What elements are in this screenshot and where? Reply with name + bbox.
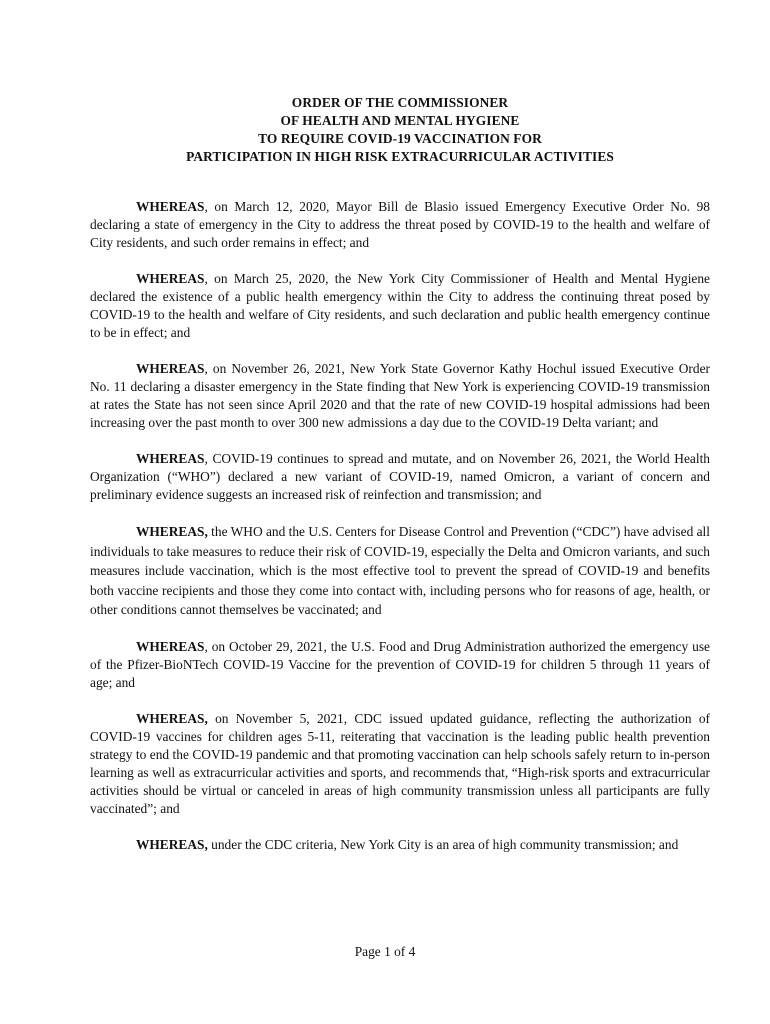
whereas-paragraph-4 [90, 450, 710, 504]
paragraph-text: , on November 26, 2021, New York State Governor Kathy Hochul issued Executive Order No. 11 declaring a disaster emergency in the State finding that New York is experiencing COVID-19 transmission at rates the State has not seen since April 2020 and that the rate of new COVID-19 hospital admissions had been increasing over the past month to over 300 new admissions a day due to the COVID-19 Delta variant; and [90, 361, 710, 430]
whereas-lead: WHEREAS [136, 199, 205, 214]
title-line-4: PARTICIPATION IN HIGH RISK EXTRACURRICULAR ACTIVITIES [186, 149, 614, 164]
title-line-3: TO REQUIRE COVID-19 VACCINATION FOR [258, 131, 542, 146]
whereas-lead: WHEREAS, [136, 524, 208, 539]
whereas-paragraph-8 [90, 836, 710, 854]
paragraph-text: , on March 25, 2020, the New York City Commissioner of Health and Mental Hygiene declared the existence of a public health emergency within the City to address the continuing threat posed by COVID-19 to the health and welfare of City residents, and such declaration and public health emergency continue to be in effect; and [90, 271, 710, 340]
paragraph-text: , COVID-19 continues to spread and mutate, and on November 26, 2021, the World Health Organization (“WHO”) declared a new variant of COVID-19, named Omicron, a variant of concern and preliminary evidence suggests an increased risk of reinfection and transmission; and [90, 451, 710, 502]
whereas-paragraph-3 [90, 360, 710, 432]
title-line-1: ORDER OF THE COMMISSIONER [291, 95, 509, 110]
paragraph-text: under the CDC criteria, New York City is an area of high community transmission; and [207, 836, 679, 852]
whereas-lead: WHEREAS, [136, 836, 208, 852]
whereas-lead: WHEREAS, [136, 710, 208, 726]
whereas-lead: WHEREAS [136, 638, 205, 654]
paragraph-text: on November 5, 2021, CDC issued updated guidance, reflecting the authorization of COVID-19 vaccines for children ages 5-11, reiterating that vaccination is the leading public health prevention strategy to end the COVID-19 pandemic and that promoting vaccination can help schools safely return to in-person learning as well as extracurricular activities and sports, and recommends that, “High-risk sports and extracurricular activities should be virtual or canceled in areas of high community transmission unless all participants are fully vaccinated”; and [90, 710, 710, 816]
whereas-paragraph-5 [90, 522, 710, 620]
whereas-lead: WHEREAS [136, 271, 205, 286]
whereas-paragraph-2 [90, 270, 710, 342]
page-number: Page 1 of 4 [354, 944, 416, 959]
title-line-2: OF HEALTH AND MENTAL HYGIENE [280, 113, 520, 128]
whereas-paragraph-1 [90, 198, 710, 252]
whereas-paragraph-7 [90, 710, 710, 818]
whereas-lead: WHEREAS [136, 361, 205, 376]
paragraph-text: , on October 29, 2021, the U.S. Food and Drug Administration authorized the emergency use of the Pfizer-BioNTech COVID-19 Vaccine for the prevention of COVID-19 for children 5 through 11 years of age; and [90, 638, 710, 690]
paragraph-text: , on March 12, 2020, Mayor Bill de Blasio issued Emergency Executive Order No. 98 declaring a state of emergency in the City to address the threat posed by COVID-19 to the health and welfare of City residents, and such order remains in effect; and [90, 199, 710, 250]
paragraph-text: the WHO and the U.S. Centers for Disease Control and Prevention (“CDC”) have advised all individuals to take measures to reduce their risk of COVID-19, especially the Delta and Omicron variants, and such measures include vaccination, which is the most effective tool to prevent the spread of COVID-19 and benefits both vaccine recipients and those they come into contact with, including persons who for reasons of age, health, or other conditions cannot themselves be vaccinated; and [90, 524, 710, 617]
whereas-paragraph-6 [90, 638, 710, 692]
order-title [90, 94, 710, 166]
document-body [90, 198, 710, 872]
whereas-lead: WHEREAS [136, 451, 205, 466]
